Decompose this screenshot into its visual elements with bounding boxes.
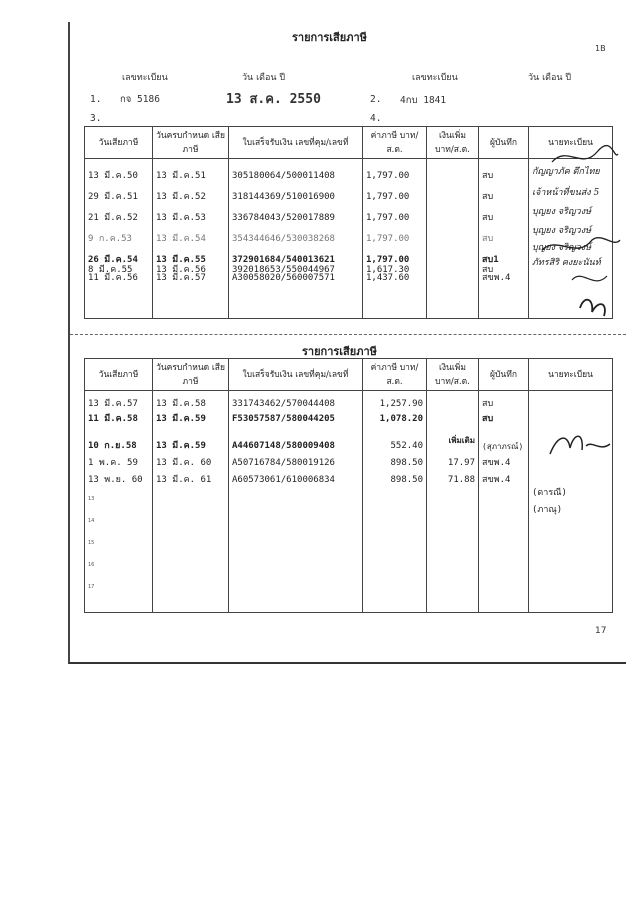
recorder: (สุภาภรณ์) <box>482 442 524 451</box>
receipt-number: A44607148/580009408 <box>232 441 335 451</box>
paid-date: 9 ก.ค.53 <box>88 234 132 244</box>
paid-date: 26 มี.ค.54 <box>88 255 138 265</box>
due-date: 13 มี.ค.56 <box>156 265 206 275</box>
due-date: 13 มี.ค. 60 <box>156 458 212 468</box>
head-left-reg: เลขทะเบียน <box>122 73 168 83</box>
section1-title: รายการเสียภาษี <box>292 31 367 44</box>
entry-number-4: 4. <box>370 113 382 124</box>
col-registrar: นายทะเบียน <box>529 127 613 159</box>
col-due-date: วันครบกำหนด เสียภาษี <box>153 127 229 159</box>
recorder: สขพ.4 <box>482 273 511 283</box>
paid-date: 13 พ.ย. 60 <box>88 475 143 485</box>
row-number: 17 <box>88 584 95 590</box>
head-right-date: วัน เดือน ปี <box>528 73 572 83</box>
due-date: 13 มี.ค.54 <box>156 234 206 244</box>
receipt-number: 318144369/510016900 <box>232 192 335 202</box>
due-date: 13 มี.ค.52 <box>156 192 206 202</box>
tax-amount: 1,797.00 <box>366 234 410 244</box>
recorder: สบ <box>482 414 494 424</box>
receipt-column <box>229 159 363 319</box>
due-date-column <box>153 159 229 319</box>
row-number: 16 <box>88 562 95 568</box>
receipt-number: 336784043/520017889 <box>232 213 335 223</box>
col-tax: ค่าภาษี บาท/ส.ต. <box>363 127 427 159</box>
registration-plate-2: 4กบ 1841 <box>400 95 447 106</box>
due-date-column <box>153 391 229 613</box>
due-date: 13 มี.ค.55 <box>156 255 206 265</box>
extra-column <box>427 391 479 613</box>
due-date: 13 มี.ค.53 <box>156 213 206 223</box>
recorder: สบ <box>482 192 494 202</box>
receipt-number: A60573061/610006834 <box>232 475 335 485</box>
head-left-date: วัน เดือน ปี <box>242 73 286 83</box>
receipt-number: 305180064/500011408 <box>232 171 335 181</box>
registrar-signature-marks <box>522 140 622 330</box>
paid-date: 10 ก.ย.58 <box>88 441 137 451</box>
page-corner-number: 1B <box>595 44 606 53</box>
tax-amount: 1,797.00 <box>366 171 410 181</box>
registrar-signature-marks-2 <box>540 426 620 460</box>
tax-amount: 1,797.00 <box>366 213 410 223</box>
registrar-signature: ภัทรสิริ คงยะนันท์ <box>532 258 601 268</box>
paid-date-column <box>85 159 153 319</box>
receipt-number: A50716784/580019126 <box>232 458 335 468</box>
tax-amount: 1,617.30 <box>366 265 410 275</box>
recorder-column <box>479 391 529 613</box>
row-number: 15 <box>88 540 95 546</box>
registration-plate-1: กจ 5186 <box>120 94 160 105</box>
col-extra: เงินเพิ่ม บาท/ส.ต. <box>427 127 479 159</box>
tax-amount: 1,797.00 <box>366 255 410 265</box>
tax-amount: 898.50 <box>390 458 423 468</box>
tax-table-2 <box>84 358 613 613</box>
tax-column <box>363 391 427 613</box>
col-due-date: วันครบกำหนด เสียภาษี <box>153 359 229 391</box>
registration-page <box>68 22 626 664</box>
recorder-note: (ดารณี) <box>532 488 567 498</box>
tax-amount: 1,078.20 <box>379 414 423 424</box>
recorder: สบ <box>482 213 494 223</box>
page-separator <box>70 334 626 335</box>
registrar-signature: เจ้าหน้าที่ขนส่ง 5 <box>532 188 600 198</box>
due-date: 13 มี.ค.59 <box>156 414 206 424</box>
paid-date: 29 มี.ค.51 <box>88 192 138 202</box>
recorder: สบ1 <box>482 255 499 265</box>
receipt-number: 354344646/530038268 <box>232 234 335 244</box>
col-tax: ค่าภาษี บาท/ส.ต. <box>363 359 427 391</box>
paid-date: 13 มี.ค.57 <box>88 399 138 409</box>
extra-amount: 71.88 <box>447 475 475 485</box>
paid-date: 11 มี.ค.56 <box>88 273 138 283</box>
tax-amount: 898.50 <box>390 475 423 485</box>
tax-amount: 1,437.60 <box>366 273 410 283</box>
registrar-signature: บุญยง จริญวงษ์ <box>532 207 592 217</box>
tax-amount: 1,257.90 <box>379 399 423 409</box>
paid-date: 11 มี.ค.58 <box>88 414 138 424</box>
recorder: สบ <box>482 399 494 409</box>
col-receipt: ใบเสร็จรับเงิน เลขที่คุม/เลขที่ <box>229 359 363 391</box>
col-receipt: ใบเสร็จรับเงิน เลขที่คุม/เลขที่ <box>229 127 363 159</box>
receipt-number: F53057587/580044205 <box>232 414 335 424</box>
due-date: 13 มี.ค.58 <box>156 399 206 409</box>
recorder: สบ <box>482 265 494 275</box>
recorder: สขพ.4 <box>482 458 511 468</box>
due-date: 13 มี.ค. 61 <box>156 475 212 485</box>
tax-column <box>363 159 427 319</box>
receipt-number: 392018653/550044967 <box>232 265 335 275</box>
registration-date-1: 13 ส.ค. 2550 <box>226 92 321 107</box>
due-date: 13 มี.ค.57 <box>156 273 206 283</box>
registrar-signature: บุญยง จริญวงษ์ <box>532 226 592 236</box>
recorder-column <box>479 159 529 319</box>
paid-date: 8 มี.ค.55 <box>88 265 133 275</box>
col-extra: เงินเพิ่ม บาท/ส.ต. <box>427 359 479 391</box>
registrar-signature: บุญยง จริญวงษ์ <box>532 243 592 253</box>
recorder: สบ <box>482 234 494 244</box>
row-number: 13 <box>88 496 95 502</box>
row-number: 14 <box>88 518 95 524</box>
recorder: สขพ.4 <box>482 475 511 485</box>
due-date: 13 มี.ค.59 <box>156 441 206 451</box>
extra-amount: เพิ่มเติม <box>448 436 475 445</box>
recorder: สบ <box>482 171 494 181</box>
tax-amount: 552.40 <box>390 441 423 451</box>
col-recorder: ผู้บันทึก <box>479 127 529 159</box>
tax-amount: 1,797.00 <box>366 192 410 202</box>
registrar-column <box>529 391 613 613</box>
entry-number-1: 1. <box>90 94 102 105</box>
receipt-number: 331743462/570044408 <box>232 399 335 409</box>
paid-date-column <box>85 391 153 613</box>
extra-amount <box>430 414 475 425</box>
page-bottom-number: 17 <box>595 626 607 636</box>
registrar-signature: กัญญาภัค ตึกไทย <box>532 167 600 177</box>
receipt-number: A30058020/560007571 <box>232 273 335 283</box>
receipt-number: 372901684/540013621 <box>232 255 335 265</box>
head-right-reg: เลขทะเบียน <box>412 73 458 83</box>
extra-amount <box>430 399 475 410</box>
section2-title: รายการเสียภาษี <box>302 345 377 358</box>
extra-amount: 17.97 <box>447 458 475 468</box>
col-registrar: นายทะเบียน <box>529 359 613 391</box>
paid-date: 13 มี.ค.50 <box>88 171 138 181</box>
receipt-column <box>229 391 363 613</box>
entry-number-3: 3. <box>90 113 102 124</box>
extra-column <box>427 159 479 319</box>
col-paid-date: วันเสียภาษี <box>85 127 153 159</box>
paid-date: 21 มี.ค.52 <box>88 213 138 223</box>
entry-number-2: 2. <box>370 94 382 105</box>
recorder-note: (ภาณุ) <box>532 505 563 515</box>
paid-date: 1 พ.ค. 59 <box>88 458 138 468</box>
due-date: 13 มี.ค.51 <box>156 171 206 181</box>
col-paid-date: วันเสียภาษี <box>85 359 153 391</box>
col-recorder: ผู้บันทึก <box>479 359 529 391</box>
